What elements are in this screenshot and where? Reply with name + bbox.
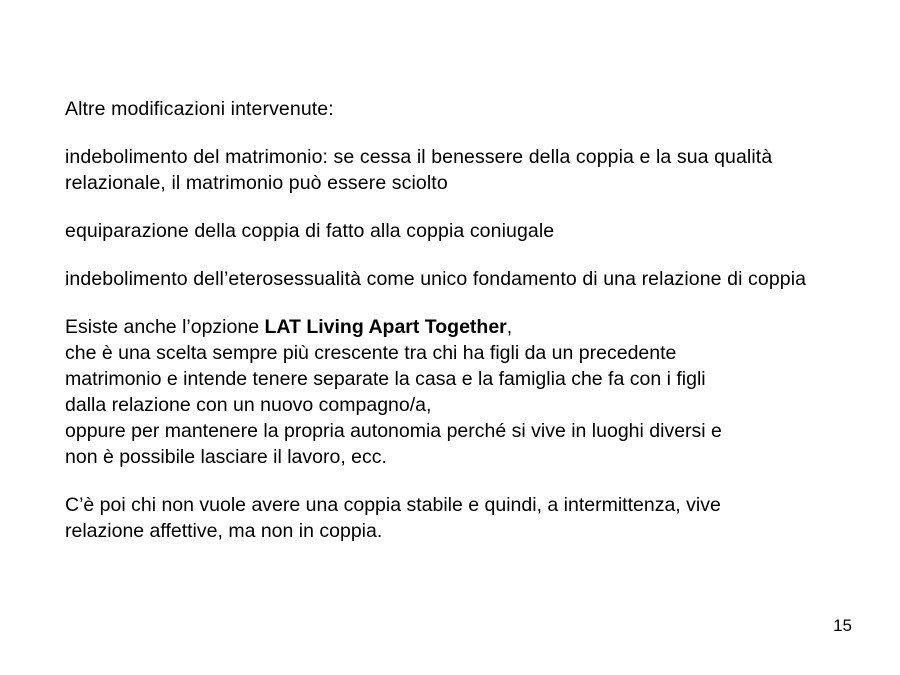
- lat-intro-suffix: ,: [506, 316, 513, 338]
- slide-heading: Altre modificazioni intervenute:: [65, 98, 334, 120]
- closing-line: relazione affettive, ma non in coppia.: [65, 520, 383, 542]
- closing-block: [65, 492, 855, 544]
- lat-intro-prefix: Esiste anche l’opzione: [65, 316, 265, 338]
- paragraph-matrimonio: indebolimento del matrimonio: se cessa il benessere della coppia e la sua qualità relazionale, il matrimonio può essere sciolto: [65, 146, 773, 194]
- lat-line: matrimonio e intende tenere separate la casa e la famiglia che fa con i figli: [65, 368, 706, 390]
- lat-intro-line: [65, 314, 855, 340]
- lat-term: LAT Living Apart Together: [264, 316, 507, 338]
- lat-block: [65, 314, 855, 470]
- lat-line: che è una scelta sempre più crescente tra chi ha figli da un precedente: [65, 342, 677, 364]
- lat-line: oppure per mantenere la propria autonomia perché si vive in luoghi diversi e: [65, 420, 722, 442]
- page-number: 15: [833, 616, 852, 635]
- slide-content: [65, 96, 855, 566]
- paragraph-equiparazione: equiparazione della coppia di fatto alla coppia coniugale: [65, 220, 555, 242]
- paragraph-eterosessualita: indebolimento dell’eterosessualità come unico fondamento di una relazione di coppia: [65, 268, 807, 290]
- lat-line: non è possibile lasciare il lavoro, ecc.: [65, 446, 387, 468]
- closing-line: C’è poi chi non vuole avere una coppia stabile e quindi, a intermittenza, vive: [65, 494, 721, 516]
- lat-line: dalla relazione con un nuovo compagno/a,: [65, 394, 432, 416]
